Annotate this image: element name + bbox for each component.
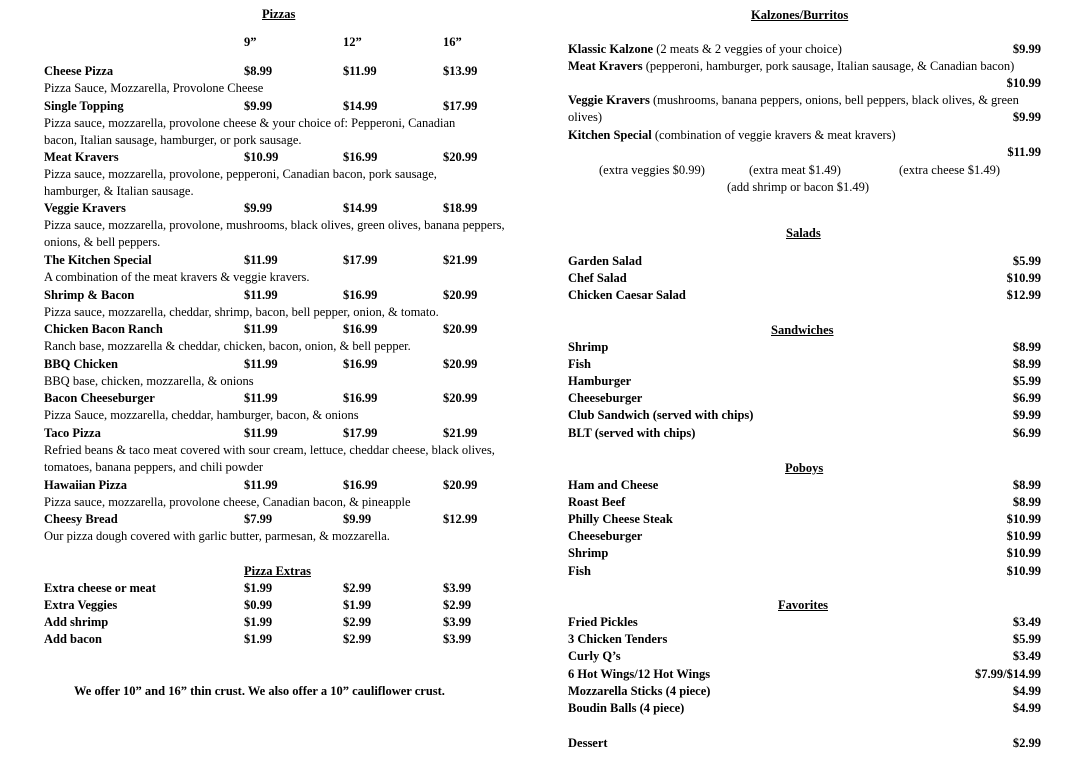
menu-item-price: $8.99 xyxy=(1012,478,1041,492)
extra-price-12: $2.99 xyxy=(343,632,372,646)
pizza-name: Hawaiian Pizza xyxy=(44,478,127,492)
kalzones-heading: Kalzones/Burritos xyxy=(751,8,849,22)
pizza-price-16: $20.99 xyxy=(443,391,478,405)
menu-item-name: Boudin Balls (4 piece) xyxy=(568,701,685,715)
extra-price-16: $3.99 xyxy=(443,632,472,646)
pizza-price-9: $11.99 xyxy=(244,391,278,405)
extra-price-16: $3.99 xyxy=(443,615,472,629)
pizza-price-9: $10.99 xyxy=(244,150,279,164)
menu-item-price: $10.99 xyxy=(1006,512,1041,526)
pizza-price-9: $11.99 xyxy=(244,357,278,371)
kalzone-price: $9.99 xyxy=(1012,110,1041,124)
menu-item-name: Cheeseburger xyxy=(568,529,643,543)
extra-cheese-note: (extra cheese $1.49) xyxy=(899,163,1000,177)
pizza-description: Pizza sauce, mozzarella, provolone, pepperoni, Canadian bacon, pork sausage, hamburger, & Italian sausage. xyxy=(44,167,437,199)
kalzone-item xyxy=(568,58,1030,75)
menu-item-price: $7.99/$14.99 xyxy=(975,667,1041,681)
menu-item-name: Mozzarella Sticks (4 piece) xyxy=(568,684,711,698)
extra-name: Extra cheese or meat xyxy=(44,581,156,595)
menu-item-name: Shrimp xyxy=(568,546,609,560)
pizza-price-12: $16.99 xyxy=(343,150,378,164)
pizza-name: The Kitchen Special xyxy=(44,253,152,267)
pizza-description: A combination of the meat kravers & veggie kravers. xyxy=(44,270,310,284)
pizza-description: Pizza Sauce, mozzarella, cheddar, hamburger, bacon, & onions xyxy=(44,408,359,422)
pizza-name: Single Topping xyxy=(44,99,124,113)
kalzone-item xyxy=(568,127,896,144)
pizza-price-9: $8.99 xyxy=(244,64,273,78)
extra-meat-note: (extra meat $1.49) xyxy=(749,163,841,177)
kalzone-name: Klassic Kalzone xyxy=(568,42,654,56)
extra-price-12: $1.99 xyxy=(343,598,372,612)
extra-veggies-note: (extra veggies $0.99) xyxy=(599,163,705,177)
extra-price-16: $2.99 xyxy=(443,598,472,612)
kalzone-description: (combination of veggie kravers & meat kravers) xyxy=(654,128,896,142)
menu-item-name: Fish xyxy=(568,564,591,578)
size-9-header: 9” xyxy=(244,35,257,49)
menu-item-name: Garden Salad xyxy=(568,254,642,268)
menu-item-name: Curly Q’s xyxy=(568,649,621,663)
pizza-price-12: $14.99 xyxy=(343,201,378,215)
dessert-name: Dessert xyxy=(568,736,608,750)
extra-price-9: $0.99 xyxy=(244,598,273,612)
pizza-name: BBQ Chicken xyxy=(44,357,118,371)
menu-item-price: $10.99 xyxy=(1006,271,1041,285)
pizza-price-12: $14.99 xyxy=(343,99,378,113)
menu-item-name: Club Sandwich (served with chips) xyxy=(568,408,754,422)
pizza-price-12: $16.99 xyxy=(343,391,378,405)
menu-item-price: $5.99 xyxy=(1012,632,1041,646)
pizza-name: Cheesy Bread xyxy=(44,512,118,526)
pizza-price-16: $17.99 xyxy=(443,99,478,113)
pizza-description: Pizza sauce, mozzarella, provolone, mushrooms, black olives, green olives, banana peppers, onions, & bell peppers. xyxy=(44,218,505,250)
pizza-name: Taco Pizza xyxy=(44,426,101,440)
pizza-description: Pizza sauce, mozzarella, cheddar, shrimp, bacon, bell pepper, onion, & tomato. xyxy=(44,305,439,319)
menu-item-price: $3.49 xyxy=(1012,615,1041,629)
pizza-price-12: $16.99 xyxy=(343,288,378,302)
kalzone-description: (pepperoni, hamburger, pork sausage, Italian sausage, & Canadian bacon) xyxy=(645,59,1015,73)
pizza-description: Ranch base, mozzarella & cheddar, chicken, bacon, onion, & bell pepper. xyxy=(44,339,411,353)
crust-note: We offer 10” and 16” thin crust. We also offer a 10” cauliflower crust. xyxy=(74,684,445,698)
salads-heading: Salads xyxy=(786,226,821,240)
size-12-header: 12” xyxy=(343,35,362,49)
pizza-price-12: $16.99 xyxy=(343,357,378,371)
menu-item-name: 6 Hot Wings/12 Hot Wings xyxy=(568,667,711,681)
extra-price-12: $2.99 xyxy=(343,581,372,595)
pizza-price-9: $7.99 xyxy=(244,512,273,526)
menu-item-price: $12.99 xyxy=(1006,288,1041,302)
pizza-price-9: $11.99 xyxy=(244,253,278,267)
extra-name: Extra Veggies xyxy=(44,598,118,612)
extra-price-9: $1.99 xyxy=(244,581,273,595)
menu-item-name: Philly Cheese Steak xyxy=(568,512,673,526)
menu-item-name: Roast Beef xyxy=(568,495,626,509)
menu-item-price: $8.99 xyxy=(1012,340,1041,354)
menu-item-name: Chef Salad xyxy=(568,271,627,285)
size-16-header: 16” xyxy=(443,35,462,49)
pizza-price-9: $9.99 xyxy=(244,99,273,113)
pizza-price-9: $11.99 xyxy=(244,426,278,440)
menu-item-name: Ham and Cheese xyxy=(568,478,659,492)
pizza-name: Meat Kravers xyxy=(44,150,119,164)
kalzone-item xyxy=(568,92,1043,126)
menu-item-price: $10.99 xyxy=(1006,546,1041,560)
pizza-description: Pizza Sauce, Mozzarella, Provolone Cheese xyxy=(44,81,264,95)
pizza-name: Cheese Pizza xyxy=(44,64,114,78)
pizza-price-16: $20.99 xyxy=(443,357,478,371)
menu-item-price: $9.99 xyxy=(1012,408,1041,422)
menu-item-name: 3 Chicken Tenders xyxy=(568,632,668,646)
pizza-description: Pizza sauce, mozzarella, provolone cheese, Canadian bacon, & pineapple xyxy=(44,495,411,509)
menu-item-price: $6.99 xyxy=(1012,426,1041,440)
pizza-extras-heading: Pizza Extras xyxy=(244,564,311,578)
menu-item-price: $4.99 xyxy=(1012,701,1041,715)
kalzone-description: (mushrooms, banana peppers, onions, bell peppers, black olives, & green olives) xyxy=(568,93,1019,125)
pizza-price-12: $16.99 xyxy=(343,478,378,492)
menu-item-price: $5.99 xyxy=(1012,254,1041,268)
kalzone-price: $9.99 xyxy=(1012,42,1041,56)
extra-name: Add shrimp xyxy=(44,615,109,629)
kalzone-price: $11.99 xyxy=(1007,145,1041,159)
pizza-price-16: $21.99 xyxy=(443,253,478,267)
kalzone-price: $10.99 xyxy=(1006,76,1041,90)
menu-item-price: $5.99 xyxy=(1012,374,1041,388)
menu-item-price: $8.99 xyxy=(1012,357,1041,371)
kalzone-description: (2 meats & 2 veggies of your choice) xyxy=(656,42,842,56)
pizza-price-12: $17.99 xyxy=(343,426,378,440)
menu-item-name: Cheeseburger xyxy=(568,391,643,405)
kalzone-name: Meat Kravers xyxy=(568,59,643,73)
dessert-price: $2.99 xyxy=(1012,736,1041,750)
poboys-heading: Poboys xyxy=(785,461,824,475)
pizza-price-9: $9.99 xyxy=(244,201,273,215)
pizza-price-9: $11.99 xyxy=(244,288,278,302)
extra-price-9: $1.99 xyxy=(244,615,273,629)
menu-item-name: Hamburger xyxy=(568,374,632,388)
sandwiches-heading: Sandwiches xyxy=(771,323,834,337)
pizza-price-16: $20.99 xyxy=(443,322,478,336)
menu-item-price: $4.99 xyxy=(1012,684,1041,698)
pizza-price-12: $17.99 xyxy=(343,253,378,267)
favorites-heading: Favorites xyxy=(778,598,828,612)
pizza-price-16: $21.99 xyxy=(443,426,478,440)
pizza-description: Pizza sauce, mozzarella, provolone cheese & your choice of: Pepperoni, Canadian bacon, Italian sausage, hamburger, or pork sausage. xyxy=(44,116,456,148)
menu-item-price: $6.99 xyxy=(1012,391,1041,405)
kalzone-item xyxy=(568,41,973,58)
menu-item-name: BLT (served with chips) xyxy=(568,426,696,440)
extra-price-12: $2.99 xyxy=(343,615,372,629)
menu-item-price: $10.99 xyxy=(1006,564,1041,578)
pizza-price-16: $20.99 xyxy=(443,150,478,164)
extra-name: Add bacon xyxy=(44,632,103,646)
pizza-name: Chicken Bacon Ranch xyxy=(44,322,163,336)
pizza-price-12: $16.99 xyxy=(343,322,378,336)
pizza-description: Refried beans & taco meat covered with sour cream, lettuce, cheddar cheese, black olives, tomatoes, banana peppers, and chili powder xyxy=(44,443,495,475)
menu-item-price: $10.99 xyxy=(1006,529,1041,543)
pizzas-heading: Pizzas xyxy=(262,7,296,21)
pizza-price-16: $18.99 xyxy=(443,201,478,215)
add-shrimp-note: (add shrimp or bacon $1.49) xyxy=(727,180,869,194)
pizza-price-16: $12.99 xyxy=(443,512,478,526)
menu-item-price: $3.49 xyxy=(1012,649,1041,663)
pizza-price-9: $11.99 xyxy=(244,322,278,336)
pizza-price-16: $13.99 xyxy=(443,64,478,78)
kalzone-name: Kitchen Special xyxy=(568,128,652,142)
pizza-name: Veggie Kravers xyxy=(44,201,126,215)
kalzone-name: Veggie Kravers xyxy=(568,93,650,107)
pizza-price-16: $20.99 xyxy=(443,288,478,302)
pizza-price-12: $9.99 xyxy=(343,512,372,526)
pizza-description: BBQ base, chicken, mozzarella, & onions xyxy=(44,374,254,388)
pizza-name: Bacon Cheeseburger xyxy=(44,391,155,405)
pizza-description: Our pizza dough covered with garlic butter, parmesan, & mozzarella. xyxy=(44,529,390,543)
extra-price-9: $1.99 xyxy=(244,632,273,646)
menu-item-name: Fish xyxy=(568,357,591,371)
menu-item-name: Shrimp xyxy=(568,340,609,354)
menu-item-price: $8.99 xyxy=(1012,495,1041,509)
pizza-price-16: $20.99 xyxy=(443,478,478,492)
pizza-price-12: $11.99 xyxy=(343,64,377,78)
menu-item-name: Chicken Caesar Salad xyxy=(568,288,686,302)
pizza-price-9: $11.99 xyxy=(244,478,278,492)
pizza-name: Shrimp & Bacon xyxy=(44,288,135,302)
extra-price-16: $3.99 xyxy=(443,581,472,595)
menu-item-name: Fried Pickles xyxy=(568,615,638,629)
